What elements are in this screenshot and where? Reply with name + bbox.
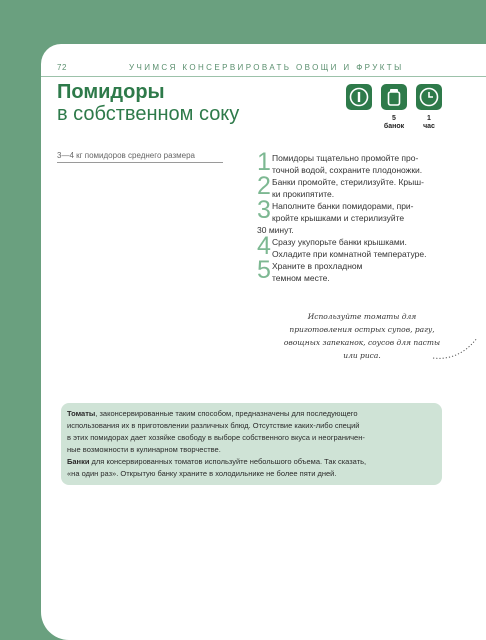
- tip-dotted-arrow: [431, 334, 481, 364]
- time-label: 1 час: [423, 115, 435, 130]
- clock-icon: [416, 84, 442, 110]
- section-title: УЧИМСЯ КОНСЕРВИРОВАТЬ ОВОЩИ И ФРУКТЫ: [129, 63, 404, 72]
- step-number: 4: [257, 232, 271, 260]
- step-text: Наполните банки помидорами, при- кройте крышками и стерилизуйте 30 минут.: [257, 201, 414, 235]
- step-number: 2: [257, 172, 271, 200]
- ingredients-list: 3—4 кг помидоров среднего размера: [57, 151, 223, 163]
- header-divider: [41, 76, 486, 77]
- step-text: Храните в прохладном темном месте.: [272, 261, 363, 283]
- step-text: Сразу укупорьте банки крышками. Охладите при комнатной температуре.: [272, 237, 427, 259]
- recipe-title: Помидоры: [57, 81, 165, 103]
- recipe-subtitle: в собственном соку: [57, 103, 240, 125]
- step-text: Банки промойте, стерилизуйте. Крыш- ки прокипятите.: [272, 177, 424, 199]
- jar-count-label: 5 банок: [383, 115, 405, 130]
- page: [41, 44, 486, 640]
- jar-icon: [381, 84, 407, 110]
- page-number: 72: [57, 63, 67, 72]
- info-box: [61, 403, 442, 485]
- step-number: 1: [257, 148, 271, 176]
- info-text: Томаты, законсервированные таким способом, предназначены для последующего использования их в приготовлении различных блюд. Отсутствие каких-либо специй в этих помидорах дает хозяйке свободу в выборе собственного вкуса и неограничен- ные возможности в кулинарном творчестве. Банки для консервированных томатов используйте небольшого объема. Так сказать, «на один раз». Открытую банку храните в холодильнике не более пяти дней.: [67, 409, 367, 478]
- serving-tip: Используйте томаты для приготовления острых супов, рагу, овощных запеканок, соусов для пасты или риса.: [283, 312, 441, 360]
- step-number: 5: [257, 256, 271, 284]
- step-text: Помидоры тщательно промойте про- точной водой, сохраните плодоножки.: [272, 153, 423, 175]
- step-number: 3: [257, 196, 271, 224]
- difficulty-icon: [346, 84, 372, 110]
